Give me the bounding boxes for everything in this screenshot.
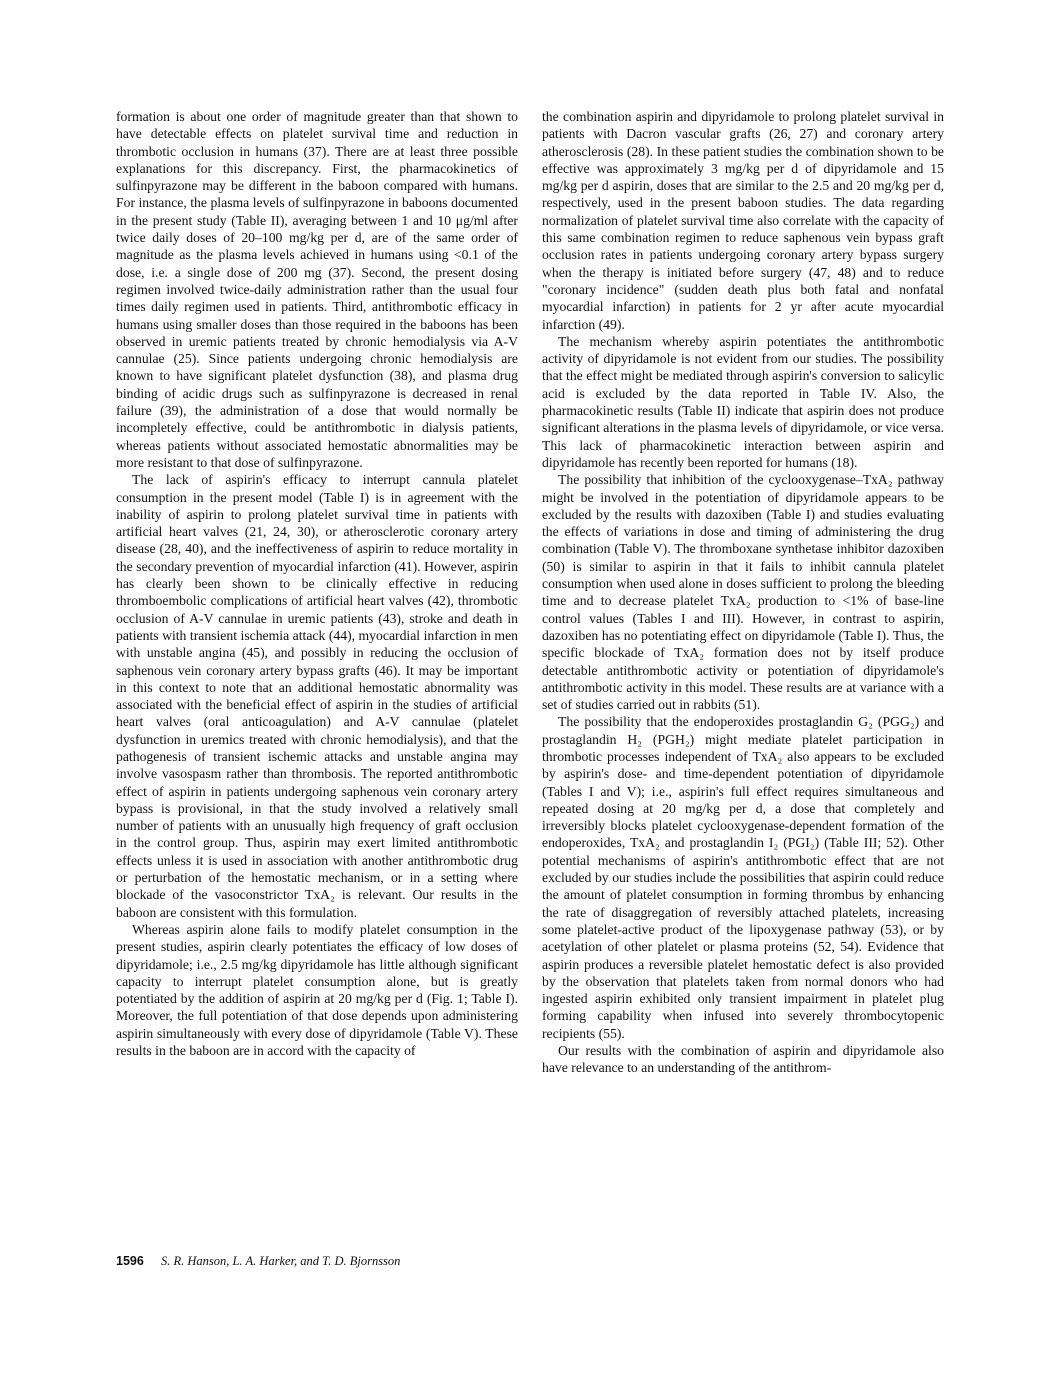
paragraph: Our results with the combination of aspirin and dipyridamole also have relevance to an understanding of the antithrom-	[542, 1043, 944, 1076]
paragraph: Whereas aspirin alone fails to modify platelet consumption in the present studies, aspirin clearly potentiates the efficacy of low doses of dipyridamole; i.e., 2.5 mg/kg dipyridamole has little although significant capacity to interrupt platelet consumption alone, but is greatly potentiated by the addition of aspirin at 20 mg/kg per d (Fig. 1; Table I). Moreover, the full potentiation of that dose depends upon administering aspirin simultaneously with every dose of dipyridamole (Table V). These results in the baboon are in accord with the capacity of	[116, 921, 518, 1059]
paragraph: The lack of aspirin's efficacy to interrupt cannula platelet consumption in the present model (Table I) is in agreement with the inability of aspirin to prolong platelet survival time in patients with artificial heart valves (21, 24, 30), or atherosclerotic coronary artery disease (28, 40), and the ineffectiveness of aspirin to reduce mortality in the secondary prevention of myocardial infarction (41). However, aspirin has clearly been shown to be clinically effective in reducing thromboembolic complications of artificial heart valves (42), thrombotic occlusion of A-V cannulae in uremic patients (43), stroke and death in patients with transient ischemia attack (44), myocardial infarction in men with unstable angina (45), and possibly in reducing the occlusion of saphenous vein coronary artery bypass grafts (46). It may be important in this context to note that an additional hemostatic abnormality was associated with the beneficial effect of aspirin in the studies of artificial heart valves (oral anticoagulation) and A-V cannulae (platelet dysfunction in uremics treated with chronic hemodialysis), and that the pathogenesis of transient ischemic attacks and unstable angina may involve vasospasm rather than thrombosis. The reported antithrombotic effect of aspirin in patients undergoing saphenous vein coronary artery bypass is provisional, in that the study involved a relatively small number of patients with an unusually high frequency of graft occlusion in the control group. Thus, aspirin may exert limited antithrombotic effects unless it is used in association with another antithrombotic drug or perturbation of the hemostatic mechanism, or in a setting where blockade of the vasoconstrictor TxA₂ is relevant. Our results in the baboon are consistent with this formulation.	[116, 472, 518, 920]
right-column	[542, 108, 944, 1077]
paragraph: The possibility that the endoperoxides prostaglandin G₂ (PGG₂) and prostaglandin H₂ (PGH₂) might mediate platelet participation in thrombotic processes independent of TxA₂ also appears to be excluded by aspirin's dose- and time-dependent potentiation of dipyridamole (Tables I and V); i.e., aspirin's full effect requires simultaneous and repeated dosing at 20 mg/kg per d, a dose that completely and irreversibly blocks platelet cyclooxygenase-dependent formation of the endoperoxides, TxA₂ and prostaglandin I₂ (PGI₂) (Table III; 52). Other potential mechanisms of aspirin's antithrombotic effect that are not excluded by our studies include the possibilities that aspirin could reduce the amount of platelet consumption in forming thrombus by enhancing the rate of disaggregation of reversibly attached platelets, increasing some platelet-active product of the lipoxygenase pathway (53), or by acetylation of other platelet or plasma proteins (52, 54). Evidence that aspirin produces a reversible platelet hemostatic defect is also provided by the observation that platelets taken from normal donors who had ingested aspirin exhibited only transient impairment in platelet plug forming capability when infused into severely thrombocytopenic recipients (55).	[542, 714, 944, 1041]
paragraph: The possibility that inhibition of the cyclooxygenase–TxA₂ pathway might be involved in the potentiation of dipyridamole appears to be excluded by the results with dazoxiben (Table I) and studies evaluating the effects of variations in dose and timing of administering the drug combination (Table V). The thromboxane synthetase inhibitor dazoxiben (50) is similar to aspirin in that it fails to inhibit cannula platelet consumption when used alone in doses sufficient to prolong the bleeding time and to decrease platelet TxA₂ production to <1% of base-line control values (Tables I and III). However, in contrast to aspirin, dazoxiben has no potentiating effect on dipyridamole (Table I). Thus, the specific blockade of TxA₂ formation does not by itself produce detectable antithrombotic activity or potentiation of dipyridamole's antithrombotic activity in this model. These results are at variance with a set of studies carried out in rabbits (51).	[542, 472, 944, 713]
paragraph: The mechanism whereby aspirin potentiates the antithrombotic activity of dipyridamole is not evident from our studies. The possibility that the effect might be mediated through aspirin's conversion to salicylic acid is excluded by the data reported in Table IV. Also, the pharmacokinetic results (Table II) indicate that aspirin does not produce significant alterations in the plasma levels of dipyridamole, or vice versa. This lack of pharmacokinetic interaction between aspirin and dipyridamole has recently been reported for humans (18).	[542, 333, 944, 470]
left-column	[116, 108, 518, 1059]
paragraph: the combination aspirin and dipyridamole to prolong platelet survival in patients with Dacron vascular grafts (26, 27) and coronary artery atherosclerosis (28). In these patient studies the combination shown to be effective was approximately 3 mg/kg per d of dipyridamole and 15 mg/kg per d aspirin, doses that are similar to the 2.5 and 20 mg/kg per d, respectively, used in the present baboon studies. The data regarding normalization of platelet survival time also correlate with the capacity of this same combination regimen to reduce saphenous vein bypass graft occlusion rates in patients undergoing coronary artery bypass surgery when the therapy is initiated before surgery (47, 48) and to reduce "coronary incidence" (sudden death plus both fatal and nonfatal myocardial infarction) in patients for 2 yr after acute myocardial infarction (49).	[542, 109, 944, 332]
paragraph: formation is about one order of magnitude greater than that shown to have detectable effects on platelet survival time and reduction in thrombotic occlusion in humans (37). There are at least three possible explanations for this discrepancy. First, the pharmacokinetics of sulfinpyrazone may be different in the baboon compared with humans. For instance, the plasma levels of sulfinpyrazone in baboons documented in the present study (Table II), averaging between 1 and 10 μg/ml after twice daily doses of 20–100 mg/kg per d, are of the same order of magnitude as the plasma levels achieved in humans using <0.1 of the dose, i.e. a single dose of 200 mg (37). Second, the present dosing regimen involved twice-daily administration rather than the usual four times daily regimen used in patients. Third, antithrombotic efficacy in humans using smaller doses than those required in the baboons has been observed in uremic patients treated by chronic hemodialysis via A-V cannulae (25). Since patients undergoing chronic hemodialysis are known to have significant platelet dysfunction (38), and plasma drug binding of acidic drugs such as sulfinpyrazone is decreased in renal failure (39), the administration of a dose that would normally be incompletely effective, could be antithrombotic in dialysis patients, whereas patients without associated hemostatic abnormalities may be more resistant to that dose of sulfinpyrazone.	[116, 109, 518, 470]
running-authors: S. R. Hanson, L. A. Harker, and T. D. Bjornsson	[160, 1254, 401, 1268]
page-footer	[116, 1254, 400, 1269]
page-number: 1596	[116, 1254, 144, 1268]
